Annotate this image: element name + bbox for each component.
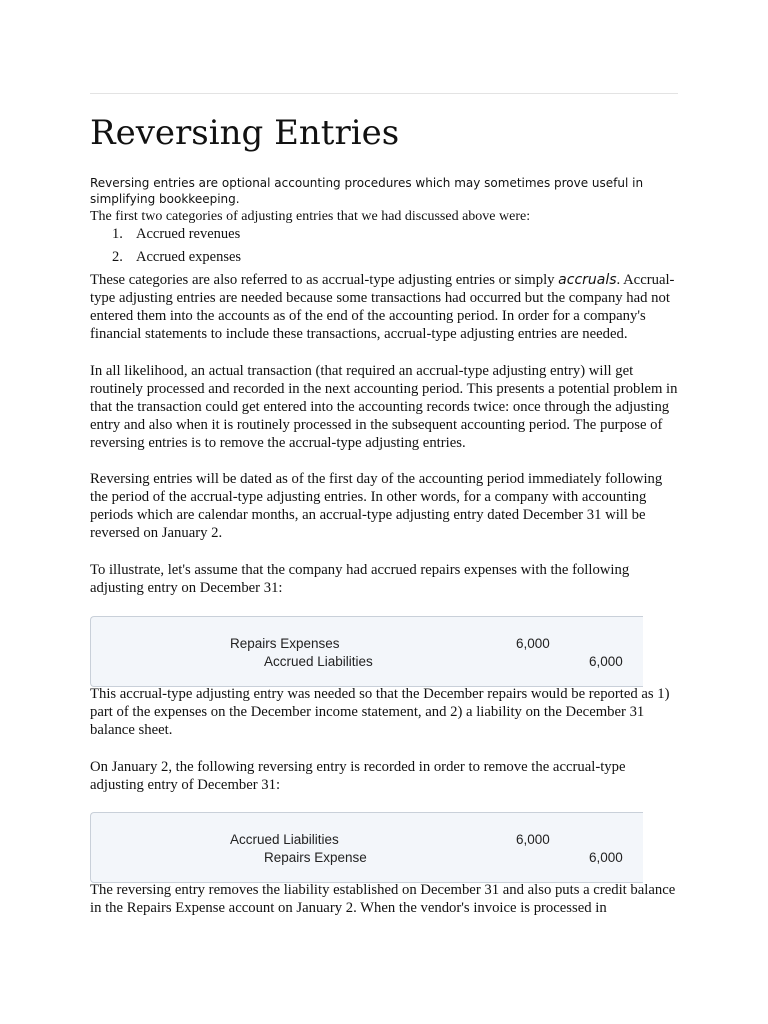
journal-entry-adjusting	[90, 616, 643, 687]
credit-amount: 6,000	[589, 654, 623, 669]
list-item-number: 2.	[112, 249, 123, 265]
categories-lead-in: The first two categories of adjusting entries that we had discussed above were:	[90, 209, 531, 224]
journal-credit-row	[91, 653, 643, 671]
credit-account: Accrued Liabilities	[264, 654, 373, 669]
list-item	[90, 248, 680, 271]
adjusting-categories-list	[90, 225, 680, 271]
debit-account: Accrued Liabilities	[230, 832, 339, 847]
top-divider	[90, 93, 678, 94]
list-item	[90, 225, 680, 248]
accruals-paragraph-text-cont: . Accrual-type adjusting entries are needed because some transactions had occurred but the company had not entered them into the accounts as of the end of the accounting period. In order for a company's financial statements to include these transactions, accrual-type adjusting entries are needed.	[90, 272, 675, 343]
illustration-paragraph: To illustrate, let's assume that the company had accrued repairs expenses with the following adjusting entry on December 31:	[90, 562, 630, 597]
accruals-paragraph	[90, 271, 680, 343]
accruals-paragraph-text: These categories are also referred to as accrual-type adjusting entries or simply	[90, 272, 559, 288]
credit-amount: 6,000	[589, 850, 623, 865]
journal-debit-row	[91, 635, 643, 653]
list-item-text: Accrued revenues	[136, 226, 241, 242]
debit-account: Repairs Expenses	[230, 636, 340, 651]
page-title: Reversing Entries	[90, 113, 400, 153]
journal-debit-row	[91, 831, 643, 849]
credit-account: Repairs Expense	[264, 850, 367, 865]
debit-amount: 6,000	[516, 832, 550, 847]
closing-paragraph: The reversing entry removes the liability established on December 31 and also puts a credit balance in the Repairs Expense account on January 2. When the vendor's invoice is processed in	[90, 882, 676, 917]
list-item-number: 1.	[112, 226, 123, 242]
intro-paragraph: Reversing entries are optional accounting procedures which may sometimes prove useful in simplifying bookkeeping.	[90, 176, 644, 206]
dating-paragraph: Reversing entries will be dated as of the first day of the accounting period immediately following the period of the accrual-type adjusting entries. In other words, for a company with accounting periods which are calendar months, an accrual-type adjusting entry dated December 31 will be reversed on January 2.	[90, 471, 663, 542]
likelihood-paragraph: In all likelihood, an actual transaction (that required an accrual-type adjusting entry) will get routinely processed and recorded in the next accounting period. This presents a potential problem in that the transaction could get entered into the accounting records twice: once through the adjusting entry and also when it is routinely processed in the subsequent accounting period. The purpose of reversing entries is to remove the accrual-type adjusting entries.	[90, 363, 678, 452]
debit-amount: 6,000	[516, 636, 550, 651]
reporting-paragraph: This accrual-type adjusting entry was needed so that the December repairs would be reported as 1) part of the expenses on the December income statement, and 2) a liability on the December 31 balance sheet.	[90, 686, 670, 739]
accruals-term: accruals	[558, 272, 617, 288]
journal-entry-reversing	[90, 812, 643, 883]
list-item-text: Accrued expenses	[136, 249, 242, 265]
journal-credit-row	[91, 849, 643, 867]
reversing-lead-in: On January 2, the following reversing entry is recorded in order to remove the accrual-type adjusting entry of December 31:	[90, 759, 626, 794]
